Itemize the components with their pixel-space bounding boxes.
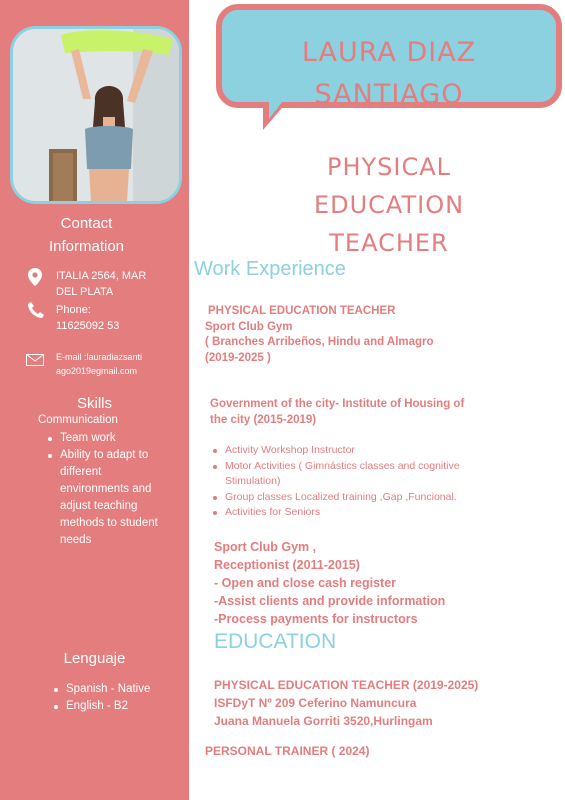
skills-intro: Communication	[38, 414, 118, 426]
phone-icon	[28, 302, 44, 323]
job-title: PHYSICAL EDUCATION TEACHER	[313, 153, 465, 257]
activity-item: Motor Activities ( Gimnástics classes and cognitive Stimulation)	[212, 459, 492, 490]
skill-item: Team work	[46, 430, 166, 447]
language-item: Spanish - Native	[52, 681, 182, 698]
job2-activities	[212, 443, 492, 521]
language-list	[52, 681, 182, 715]
language-heading: Lenguaje	[63, 650, 126, 667]
education-degree: PHYSICAL EDUCATION TEACHER (2019-2025)	[214, 678, 479, 692]
education-heading: EDUCATION	[214, 630, 337, 653]
phone-text: Phone: 11625092 53	[56, 304, 120, 332]
location-pin-icon	[28, 268, 42, 291]
address-text: ITALIA 2564, MAR DEL PLATA	[56, 270, 147, 298]
profile-photo	[10, 26, 182, 204]
activity-item: Activities for Seniors	[212, 505, 492, 521]
education-address: Juana Manuela Gorriti 3520,Hurlingam	[214, 714, 433, 728]
job3-task: -Assist clients and provide information	[214, 594, 446, 608]
job3-task: -Process payments for instructors	[214, 612, 418, 626]
activity-item: Activity Workshop Instructor	[212, 443, 492, 459]
skill-item: Ability to adapt to different environments and adjust teaching methods to student needs	[46, 447, 166, 549]
skills-list	[46, 430, 166, 549]
job3-role: Receptionist (2011-2015)	[214, 558, 360, 572]
education-school: ISFDyT Nº 209 Ceferino Namuncura	[214, 696, 417, 710]
email-text: E-mail :lauradiazsantiago2019egmail.com	[56, 352, 143, 376]
job3-org: Sport Club Gym ,	[214, 540, 317, 554]
sidebar	[0, 0, 189, 800]
job1-title: PHYSICAL EDUCATION TEACHER	[208, 305, 396, 317]
job1-org: Sport Club Gym	[205, 321, 293, 333]
education-cert: PERSONAL TRAINER ( 2024)	[205, 744, 370, 758]
envelope-icon	[26, 354, 44, 370]
job2-org: Government of the city- Institute of Housing of the city (2015-2019)	[210, 398, 465, 426]
work-experience-heading: Work Experience	[194, 258, 346, 280]
skills-heading: Skills	[76, 395, 112, 412]
language-item: English - B2	[52, 698, 182, 715]
job3-task: - Open and close cash register	[214, 576, 397, 590]
person-name: LAURA DIAZ SANTIAGO	[301, 37, 477, 110]
contact-heading: Contact Information	[48, 215, 125, 255]
profile-photo-illustration	[13, 29, 179, 201]
activity-item: Group classes Localized training ,Gap ,Funcional.	[212, 490, 492, 506]
job1-detail: ( Branches Arribeños, Hindu and Almagro (2019-2025 )	[205, 336, 434, 364]
